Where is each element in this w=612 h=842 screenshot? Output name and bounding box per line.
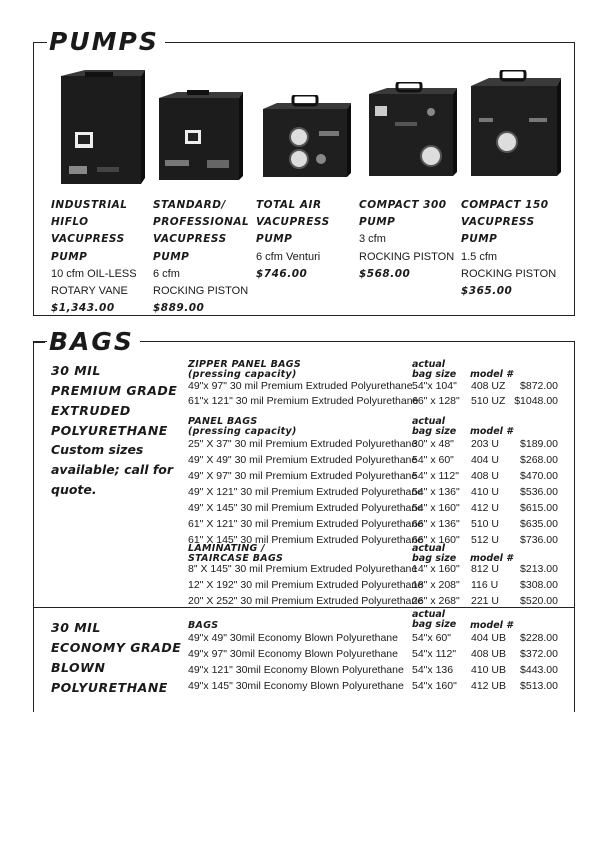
row-price: $536.00	[520, 486, 558, 498]
row-size: 54"x 136	[412, 664, 454, 676]
pump-name-line: VACUPRESS	[256, 216, 330, 229]
row-desc: 61" X 145" 30 mil Premium Extruded Polyurethane	[188, 534, 424, 546]
row-size: 66" x 128"	[412, 395, 460, 407]
col-model: model #	[470, 426, 513, 437]
row-desc: 12" X 192" 30 mil Premium Extruded Polyurethane	[188, 579, 424, 591]
row-desc: 49"x 121" 30mil Economy Blown Polyurethane	[188, 664, 404, 676]
row-desc: 49"x 97" 30mil Economy Blown Polyurethane	[188, 648, 398, 660]
row-desc: 61"x 121" 30 mil Premium Extruded Polyurethane	[188, 395, 419, 407]
grade-line: EXTRUDED	[51, 403, 131, 418]
standard-pump-image	[155, 90, 243, 182]
row-model: 812 U	[471, 563, 500, 575]
pump-spec: 1.5 cfm	[461, 250, 498, 263]
pump-price: $746.00	[256, 267, 308, 280]
pump-name-line: VACUPRESS	[51, 233, 125, 246]
col-header-line: actual	[412, 416, 446, 427]
pump-name-line: STANDARD/	[153, 199, 226, 211]
row-size: 54"x 104"	[412, 380, 457, 392]
row-desc: 61" X 121" 30 mil Premium Extruded Polyurethane	[188, 518, 424, 530]
row-size: 18" x 208"	[412, 579, 460, 591]
row-price: $615.00	[520, 502, 558, 514]
row-model: 408 UZ	[471, 380, 506, 392]
row-desc: 49"x 97" 30 mil Premium Extruded Polyurethane	[188, 380, 413, 392]
row-model: 412 UB	[471, 680, 507, 692]
pump-standard	[153, 197, 249, 317]
col-model: model #	[470, 553, 513, 564]
col-header-line: actual	[412, 609, 446, 620]
row-size: 54" x 136"	[412, 486, 460, 498]
pump-name-line: PUMP	[461, 233, 498, 246]
row-desc: 25" X 37" 30 mil Premium Extruded Polyurethane	[188, 438, 418, 450]
row-model: 512 U	[471, 534, 500, 546]
row-model: 404 U	[471, 454, 500, 466]
row-price: $189.00	[520, 438, 558, 450]
pump-name-line: INDUSTRIAL	[51, 199, 128, 211]
pump-price: $365.00	[461, 285, 513, 298]
pump-compact-150	[461, 197, 556, 300]
section-title-line: PANEL BAGS	[188, 416, 258, 427]
row-desc: 49" X 49" 30 mil Premium Extruded Polyurethane	[188, 454, 418, 466]
pump-name-line: PROFESSIONAL	[153, 216, 250, 229]
col-actual-bag-size	[412, 610, 456, 630]
row-size: 66" x 160"	[412, 534, 460, 546]
row-size: 66" x 136"	[412, 518, 460, 530]
col-actual-bag-size	[412, 360, 456, 380]
pump-price: $889.00	[153, 302, 205, 315]
pump-name-line: COMPACT 150	[461, 199, 549, 211]
row-model: 410 UB	[471, 664, 507, 676]
row-model: 221 U	[471, 595, 500, 607]
col-header-line: bag size	[412, 553, 457, 564]
row-price: $872.00	[520, 380, 558, 392]
row-price: $308.00	[520, 579, 558, 591]
row-model: 510 U	[471, 518, 500, 530]
bags-heading: BAGS	[47, 329, 140, 355]
row-size: 14" x 160"	[412, 563, 460, 575]
row-price: $443.00	[520, 664, 558, 676]
row-price: $372.00	[520, 648, 558, 660]
panel-bags-title	[188, 417, 297, 437]
row-desc: 49"x 145" 30mil Economy Blown Polyurethane	[188, 680, 404, 692]
pump-name-line: PUMP	[359, 216, 396, 229]
row-price: $520.00	[520, 595, 558, 607]
total-air-pump-image	[259, 95, 351, 181]
row-size: 54" x 60"	[412, 454, 454, 466]
section-title-line: ZIPPER PANEL BAGS	[188, 359, 302, 370]
pump-name-line: TOTAL AIR	[256, 199, 322, 211]
pump-spec: ROCKING PISTON	[461, 267, 557, 280]
grade-line: POLYURETHANE	[51, 423, 168, 438]
row-price: $470.00	[520, 470, 558, 482]
row-size: 54"x 160"	[412, 680, 457, 692]
row-model: 410 U	[471, 486, 500, 498]
pump-total-air	[256, 197, 330, 283]
premium-grade-label	[51, 361, 177, 441]
pump-name-line: HIFLO	[51, 216, 89, 229]
row-model: 116 U	[471, 579, 499, 591]
pump-spec: ROCKING PISTON	[359, 250, 455, 263]
row-price: $1048.00	[514, 395, 558, 407]
row-desc: 49" X 145" 30 mil Premium Extruded Polyurethane	[188, 502, 424, 514]
pump-spec: ROCKING PISTON	[153, 285, 249, 298]
pump-price: $1,343.00	[51, 302, 115, 315]
grade-line: 30 MIL	[51, 363, 101, 378]
section-title-line: (pressing capacity)	[188, 369, 297, 380]
row-size: 54"x 60"	[412, 632, 451, 644]
col-model: model #	[470, 620, 513, 631]
pumps-heading: PUMPS	[47, 29, 165, 55]
row-model: 408 U	[471, 470, 500, 482]
custom-sizes-note	[51, 440, 173, 500]
row-desc: 49" X 121" 30 mil Premium Extruded Polyurethane	[188, 486, 424, 498]
pump-name-line: PUMP	[51, 250, 88, 263]
grade-line: PREMIUM GRADE	[51, 383, 178, 398]
pump-spec: 10 cfm OIL-LESS	[51, 267, 137, 280]
row-size: 54" x 160"	[412, 502, 460, 514]
row-model: 408 UB	[471, 648, 507, 660]
row-price: $635.00	[520, 518, 558, 530]
col-model: model #	[470, 369, 513, 380]
pump-compact-300	[359, 197, 454, 283]
row-model: 412 U	[471, 502, 500, 514]
row-price: $513.00	[520, 680, 558, 692]
row-model: 203 U	[471, 438, 500, 450]
pump-name-line: VACUPRESS	[153, 233, 227, 246]
col-header-line: bag size	[412, 426, 457, 437]
custom-line: Custom sizes	[51, 442, 144, 457]
compact-150-pump-image	[467, 70, 561, 180]
pump-price: $568.00	[359, 267, 411, 280]
row-size: 54" x 112"	[412, 470, 459, 482]
custom-line: available; call for	[51, 462, 174, 477]
row-price: $268.00	[520, 454, 558, 466]
row-size: 30" x 48"	[412, 438, 454, 450]
compact-300-pump-image	[365, 82, 457, 180]
row-size: 26" x 268"	[412, 595, 460, 607]
row-price: $228.00	[520, 632, 558, 644]
section-title-line: LAMINATING /	[188, 543, 265, 554]
pump-spec: 6 cfm Venturi	[256, 250, 321, 263]
col-header-line: bag size	[412, 619, 457, 630]
row-model: 510 UZ	[471, 395, 506, 407]
row-price: $736.00	[520, 534, 558, 546]
pump-spec: 3 cfm	[359, 233, 386, 246]
pump-industrial	[51, 197, 137, 317]
grade-line: ECONOMY GRADE	[51, 640, 182, 655]
pump-name-line: VACUPRESS	[461, 216, 535, 229]
zipper-panel-title	[188, 360, 301, 380]
grade-line: BLOWN	[51, 660, 106, 675]
col-header-line: actual	[412, 359, 446, 370]
col-header-line: bag size	[412, 369, 457, 380]
custom-line: quote.	[51, 482, 97, 497]
col-header-line: actual	[412, 543, 446, 554]
pump-spec: ROTARY VANE	[51, 285, 128, 298]
grade-line: 30 MIL	[51, 620, 101, 635]
row-size: 54"x 112"	[412, 648, 457, 660]
economy-bags-title: BAGS	[188, 620, 219, 631]
pump-spec: 6 cfm	[153, 267, 180, 280]
section-title-line: (pressing capacity)	[188, 426, 297, 437]
row-desc: 49" X 97" 30 mil Premium Extruded Polyurethane	[188, 470, 418, 482]
industrial-pump-image	[57, 70, 145, 188]
economy-grade-label	[51, 618, 181, 698]
row-price: $213.00	[520, 563, 558, 575]
pump-name-line: PUMP	[256, 233, 293, 246]
pump-name-line: COMPACT 300	[359, 199, 447, 211]
grade-line: POLYURETHANE	[51, 680, 168, 695]
row-desc: 8" X 145" 30 mil Premium Extruded Polyurethane	[188, 563, 418, 575]
row-model: 404 UB	[471, 632, 507, 644]
pump-name-line: PUMP	[153, 250, 190, 263]
col-actual-bag-size	[412, 417, 456, 437]
section-title-line: STAIRCASE BAGS	[188, 553, 284, 564]
row-desc: 20" X 252" 30 mil Premium Extruded Polyurethane	[188, 595, 424, 607]
row-desc: 49"x 49" 30mil Economy Blown Polyurethane	[188, 632, 398, 644]
